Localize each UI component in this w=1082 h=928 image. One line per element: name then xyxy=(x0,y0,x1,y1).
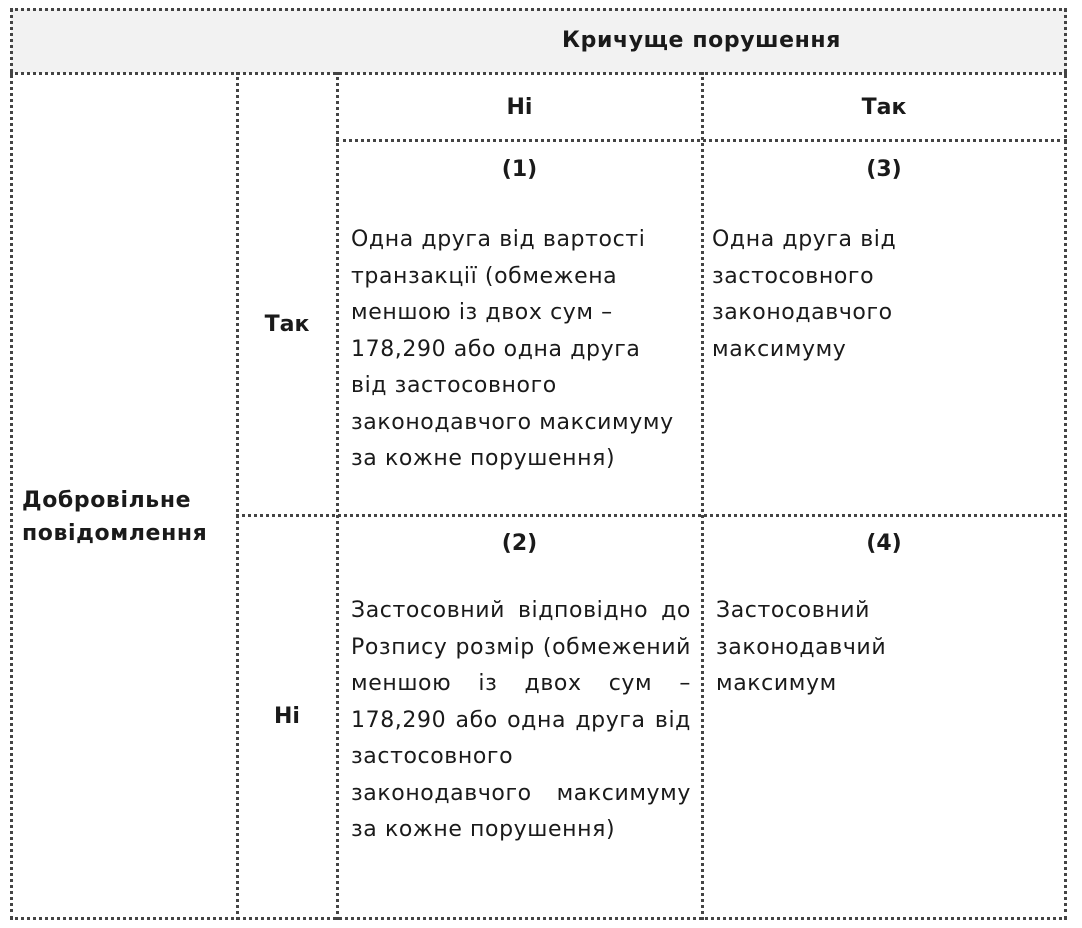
cell-3-number: (3) xyxy=(866,157,902,182)
row-label-yes: Так xyxy=(264,312,310,337)
table-border-right xyxy=(1064,8,1067,920)
cell-1-number: (1) xyxy=(501,157,538,182)
column-header-no: Ні xyxy=(506,95,533,120)
table-border-header-bottom xyxy=(10,72,1067,75)
table-border-top xyxy=(10,8,1067,11)
cell-3-text: Одна друга від застосовного законодавчого максимуму xyxy=(712,227,897,362)
table-border-row-split xyxy=(236,514,1067,517)
column-header-yes: Так xyxy=(861,95,907,120)
cell-1-text: Одна друга від вартості транзакції (обмежена меншою із двох сум – 178,290 або одна друга від застосовного законодавчого максимуму за кожне порушення) xyxy=(351,227,674,471)
table-border-rowlabel-right xyxy=(336,72,339,920)
table-border-col-split xyxy=(701,72,704,920)
row-label-no: Ні xyxy=(274,704,300,729)
table-header-title: Кричуще порушення xyxy=(562,28,841,53)
cell-4-text: Застосовний законодавчий максимум xyxy=(716,598,887,696)
table-border-group-right xyxy=(236,72,239,920)
cell-2-text: Застосовний відповідно до Розпису розмір (обмежений меншою із двох сум – 178,290 або одна друга від застосовного законодавчого максимуму за кожне порушення) xyxy=(351,598,691,842)
table-border-bottom xyxy=(10,917,1067,920)
table-border-left xyxy=(10,8,13,920)
cell-2-number: (2) xyxy=(501,531,538,556)
row-group-label: Добровільне повідомлення xyxy=(22,488,208,546)
cell-4-number: (4) xyxy=(866,531,902,556)
